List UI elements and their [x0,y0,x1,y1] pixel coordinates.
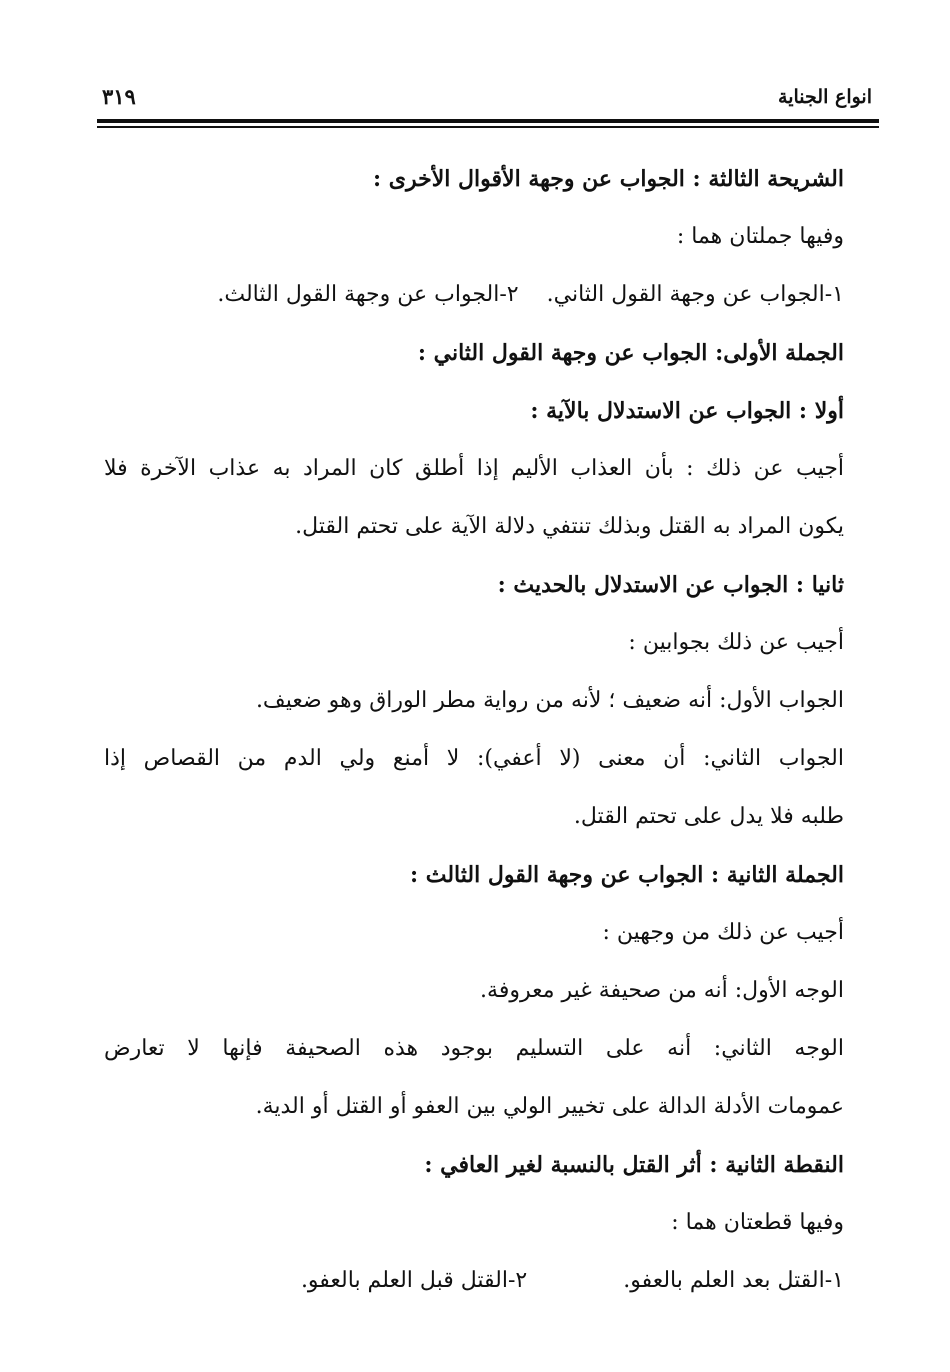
paragraph-line: وفيها قطعتان هما : [671,1210,844,1235]
paragraph-line: الجواب الثاني: أن معنى (لا أعفي): لا أمنع ولي الدم من القصاص إذا [104,746,844,771]
paragraph-line: أجيب عن ذلك من وجهين : [602,920,844,945]
subsection-heading: الجملة الأولى: الجواب عن وجهة القول الثاني : [417,340,844,366]
section-heading: الشريحة الثالثة : الجواب عن وجهة الأقوال الأخرى : [372,166,844,192]
paragraph-line: عمومات الأدلة الدالة على تخيير الولي بين العفو أو القتل أو الدية. [255,1094,844,1119]
subsection-heading: الجملة الثانية : الجواب عن وجهة القول الثالث : [409,862,844,888]
paragraph-line: الوجه الثاني: أنه على التسليم بوجود هذه الصحيفة فإنها لا تعارض [104,1036,844,1061]
paragraph-line: الجواب الأول: أنه ضعيف ؛ لأنه من رواية مطر الوراق وهو ضعيف. [255,688,844,713]
paragraph-line: طلبه فلا يدل على تحتم القتل. [573,804,844,829]
section-heading: النقطة الثانية : أثر القتل بالنسبة لغير العافي : [424,1152,844,1178]
point-heading: ثانيا : الجواب عن الاستدلال بالحديث : [497,572,844,598]
paragraph-line: وفيها جملتان هما : [676,224,844,249]
header-rule-thin [97,126,879,128]
paragraph-line: أجيب عن ذلك بجوابين : [628,630,844,655]
page-body [104,150,844,1310]
numbered-item: ١-القتل بعد العلم بالعفو. [623,1268,844,1293]
point-heading: أولا : الجواب عن الاستدلال بالآية : [530,398,844,424]
header-rule-thick [97,119,879,123]
running-header [98,84,878,114]
numbered-items-row [104,1252,844,1310]
paragraph-line: الوجه الأول: أنه من صحيفة غير معروفة. [480,978,844,1003]
page-number: ٣١٩ [102,84,136,109]
chapter-title: انواع الجناية [778,86,872,108]
numbered-item: ١-الجواب عن وجهة القول الثاني. [546,282,844,307]
numbered-item: ٢-القتل قبل العلم بالعفو. [300,1268,528,1293]
paragraph-line: أجيب عن ذلك : بأن العذاب الأليم إذا أطلق كان المراد به عذاب الآخرة فلا [104,456,844,481]
paragraph-line: يكون المراد به القتل وبذلك تنتفي دلالة الآية على تحتم القتل. [295,514,844,539]
numbered-item: ٢-الجواب عن وجهة القول الثالث. [217,282,519,307]
numbered-items-row [104,266,844,324]
